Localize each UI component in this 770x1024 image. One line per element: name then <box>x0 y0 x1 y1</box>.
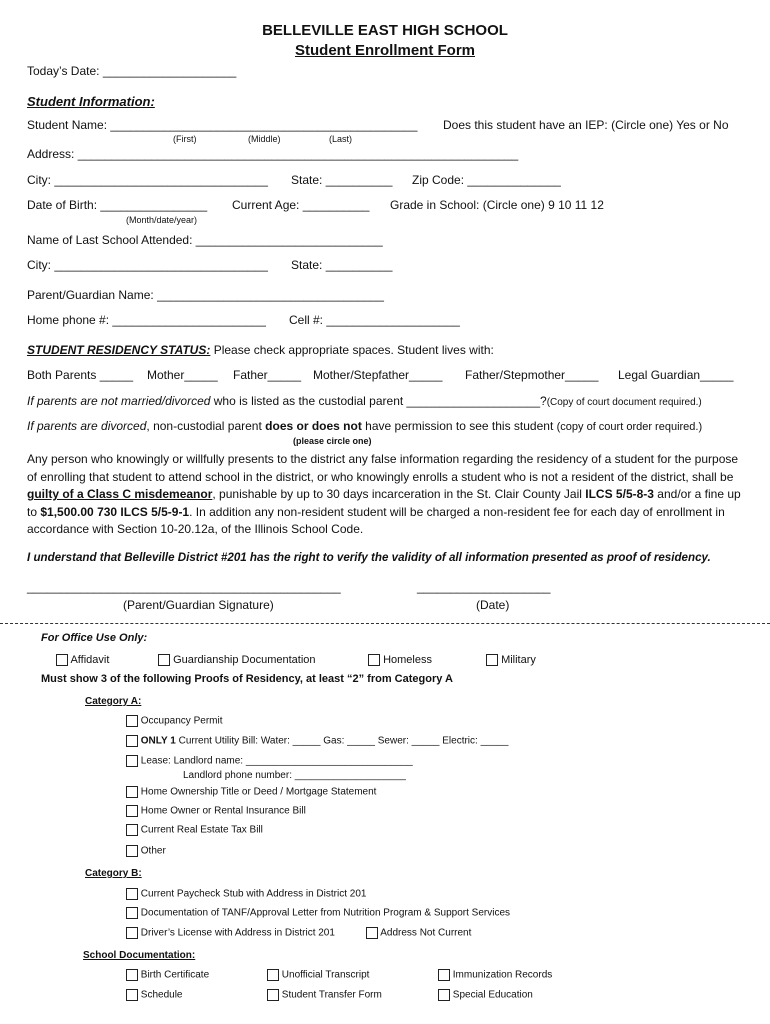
landlord-phone-field[interactable]: Landlord phone number: ____________________ <box>183 770 406 781</box>
address-not-current-option[interactable] <box>366 927 471 939</box>
mother-stepfather-option[interactable]: Mother/Stepfather_____ <box>313 368 443 382</box>
legal-text-4: . In addition any non-resident student will be charged a non-resident fee for each day of enrollment in accordance with Section 10-20.12a, of the Illinois School Code. <box>27 504 725 536</box>
copy-required-note: (Copy of court document required.) <box>546 397 702 408</box>
student-name-field[interactable]: Student Name: ______________________________________________ <box>27 118 418 132</box>
legal-guardian-option[interactable]: Legal Guardian_____ <box>618 368 734 382</box>
occupancy-label: Occupancy Permit <box>140 715 223 727</box>
immunization-option[interactable] <box>438 969 552 981</box>
insurance-label: Home Owner or Rental Insurance Bill <box>140 805 306 817</box>
drivers-license-option[interactable] <box>126 927 335 939</box>
fine-citation: $1,500.00 730 ILCS 5/5-9-1 <box>40 504 190 519</box>
affidavit-label: Affidavit <box>70 654 110 666</box>
mother-option[interactable]: Mother_____ <box>147 368 218 382</box>
only-one-label: ONLY 1 <box>140 735 176 747</box>
ownership-label: Home Ownership Title or Deed / Mortgage Statement <box>140 786 377 798</box>
drivers-license-label: Driver’s License with Address in District 201 <box>140 927 335 939</box>
immunization-label: Immunization Records <box>452 969 553 981</box>
signature-label: (Parent/Guardian Signature) <box>123 598 274 612</box>
guardian-name-field[interactable]: Parent/Guardian Name: __________________________________ <box>27 288 384 302</box>
zip-field[interactable]: Zip Code: ______________ <box>412 173 561 187</box>
not-married-label: If parents are not married/divorced <box>27 394 211 408</box>
form-title: Student Enrollment Form <box>295 42 475 59</box>
address-field[interactable]: Address: __________________________________________________________________ <box>27 147 519 161</box>
date-line[interactable]: ____________________ <box>417 580 551 594</box>
utility-label: Current Utility Bill: Water: _____ Gas: _____ Sewer: _____ Electric: _____ <box>175 735 509 747</box>
insurance-option[interactable] <box>126 805 306 817</box>
divorced-text-c: have permission to see this student <box>361 419 557 433</box>
cell-phone-field[interactable]: Cell #: ____________________ <box>289 313 460 327</box>
transfer-form-label: Student Transfer Form <box>281 989 382 1001</box>
drivers-license-checkbox[interactable] <box>126 927 138 939</box>
tanf-checkbox[interactable] <box>126 907 138 919</box>
lease-label: Lease: Landlord name: ______________________________ <box>140 755 413 767</box>
verification-statement: I understand that Belleville District #201 has the right to verify the validity of all information presented as proof of residency. <box>27 551 711 564</box>
tax-bill-option[interactable] <box>126 824 263 836</box>
occupancy-checkbox[interactable] <box>126 715 138 727</box>
state-field[interactable]: State: __________ <box>291 173 393 187</box>
father-stepmother-option[interactable]: Father/Stepmother_____ <box>465 368 599 382</box>
schedule-label: Schedule <box>140 989 183 1001</box>
homeless-label: Homeless <box>383 654 432 666</box>
other-option[interactable] <box>126 845 166 857</box>
custodial-parent-field: who is listed as the custodial parent ____________________? <box>210 394 547 408</box>
city-field[interactable]: City: ________________________________ <box>27 173 268 187</box>
other-checkbox[interactable] <box>126 845 138 857</box>
last-school-state-field[interactable]: State: __________ <box>291 258 393 272</box>
birth-cert-label: Birth Certificate <box>140 969 210 981</box>
homeless-option[interactable] <box>368 654 432 666</box>
special-ed-label: Special Education <box>452 989 533 1001</box>
category-b-heading: Category B: <box>85 868 142 879</box>
paycheck-option[interactable] <box>126 888 366 900</box>
date-label: (Date) <box>476 598 510 612</box>
dob-field[interactable]: Date of Birth: ________________ <box>27 198 208 212</box>
immunization-checkbox[interactable] <box>438 969 450 981</box>
birth-cert-option[interactable] <box>126 969 209 981</box>
home-phone-field[interactable]: Home phone #: _______________________ <box>27 313 266 327</box>
paycheck-checkbox[interactable] <box>126 888 138 900</box>
affidavit-checkbox[interactable] <box>56 654 68 666</box>
father-option[interactable]: Father_____ <box>233 368 302 382</box>
last-name-hint: (Last) <box>329 134 353 144</box>
transfer-form-option[interactable] <box>267 989 382 1001</box>
category-a-heading: Category A: <box>85 696 142 707</box>
residency-intro: Please check appropriate spaces. Student lives with: <box>210 343 494 357</box>
address-not-current-label: Address Not Current <box>380 927 472 939</box>
tax-bill-label: Current Real Estate Tax Bill <box>140 824 263 836</box>
transfer-form-checkbox[interactable] <box>267 989 279 1001</box>
special-ed-checkbox[interactable] <box>438 989 450 1001</box>
special-ed-option[interactable] <box>438 989 533 1001</box>
guardianship-label: Guardianship Documentation <box>173 654 316 666</box>
military-label: Military <box>501 654 536 666</box>
todays-date-field[interactable]: Today’s Date: ____________________ <box>27 64 237 78</box>
divorced-text-a: , non-custodial parent <box>146 419 266 433</box>
office-divider <box>0 623 770 624</box>
legal-notice <box>27 451 745 539</box>
age-field[interactable]: Current Age: __________ <box>232 198 370 212</box>
circle-one-hint: (please circle one) <box>293 436 372 446</box>
school-name: BELLEVILLE EAST HIGH SCHOOL <box>262 22 508 39</box>
utility-option[interactable] <box>126 735 508 747</box>
ownership-option[interactable] <box>126 786 376 798</box>
paycheck-label: Current Paycheck Stub with Address in District 201 <box>140 888 367 900</box>
iep-question[interactable]: Does this student have an IEP: (Circle one) Yes or No <box>443 118 729 132</box>
must-show-instruction: Must show 3 of the following Proofs of Residency, at least “2” from Category A <box>41 673 453 685</box>
tanf-option[interactable] <box>126 907 510 919</box>
middle-name-hint: (Middle) <box>248 134 281 144</box>
ownership-checkbox[interactable] <box>126 786 138 798</box>
student-info-heading: Student Information: <box>27 94 155 109</box>
school-docs-heading: School Documentation: <box>83 950 196 961</box>
occupancy-option[interactable] <box>126 715 222 727</box>
homeless-checkbox[interactable] <box>368 654 380 666</box>
signature-line[interactable]: _______________________________________________ <box>27 580 341 594</box>
divorced-line[interactable] <box>27 419 702 433</box>
schedule-checkbox[interactable] <box>126 989 138 1001</box>
lease-option[interactable] <box>126 755 413 767</box>
legal-text-3: and/or a fine up to <box>27 487 741 519</box>
ilcs-citation-1: ILCS 5/5-8-3 <box>585 487 654 501</box>
guilty-text: guilty of a Class C misdemeanor <box>27 487 213 501</box>
unofficial-transcript-checkbox[interactable] <box>267 969 279 981</box>
schedule-option[interactable] <box>126 989 182 1001</box>
utility-checkbox[interactable] <box>126 735 138 747</box>
other-label: Other <box>140 845 166 857</box>
office-use-heading: For Office Use Only: <box>41 632 148 644</box>
military-option[interactable] <box>486 654 536 666</box>
tax-bill-checkbox[interactable] <box>126 824 138 836</box>
address-not-current-checkbox[interactable] <box>366 927 378 939</box>
affidavit-option[interactable] <box>56 654 109 666</box>
divorced-label: If parents are divorced <box>27 419 147 433</box>
residency-heading: STUDENT RESIDENCY STATUS: <box>27 343 211 357</box>
insurance-checkbox[interactable] <box>126 805 138 817</box>
both-parents-option[interactable]: Both Parents _____ <box>27 368 134 382</box>
custodial-parent-line[interactable] <box>27 394 702 408</box>
lease-checkbox[interactable] <box>126 755 138 767</box>
last-school-city-field[interactable]: City: ________________________________ <box>27 258 268 272</box>
legal-text-1: Any person who knowingly or willfully presents to the district any false information regarding the residency of a student for the purpose of enrolling that student to attend school in the district, or who knowingly enrolls a student who is not a resident of the district, shall be <box>27 452 739 484</box>
court-order-note: (copy of court order required.) <box>556 421 703 433</box>
guardianship-option[interactable] <box>158 654 316 666</box>
guardianship-checkbox[interactable] <box>158 654 170 666</box>
unofficial-transcript-label: Unofficial Transcript <box>281 969 370 981</box>
last-school-field[interactable]: Name of Last School Attended: ____________________________ <box>27 233 383 247</box>
residency-line <box>27 343 494 357</box>
does-or-does-not: does or does not <box>265 419 362 433</box>
unofficial-transcript-option[interactable] <box>267 969 369 981</box>
legal-text-2: , punishable by up to 30 days incarceration in the St. Clair County Jail <box>212 487 586 501</box>
first-name-hint: (First) <box>173 134 197 144</box>
grade-field[interactable]: Grade in School: (Circle one) 9 10 11 12 <box>390 198 604 212</box>
dob-hint: (Month/date/year) <box>126 215 198 225</box>
tanf-label: Documentation of TANF/Approval Letter from Nutrition Program & Support Services <box>140 907 511 919</box>
birth-cert-checkbox[interactable] <box>126 969 138 981</box>
military-checkbox[interactable] <box>486 654 498 666</box>
